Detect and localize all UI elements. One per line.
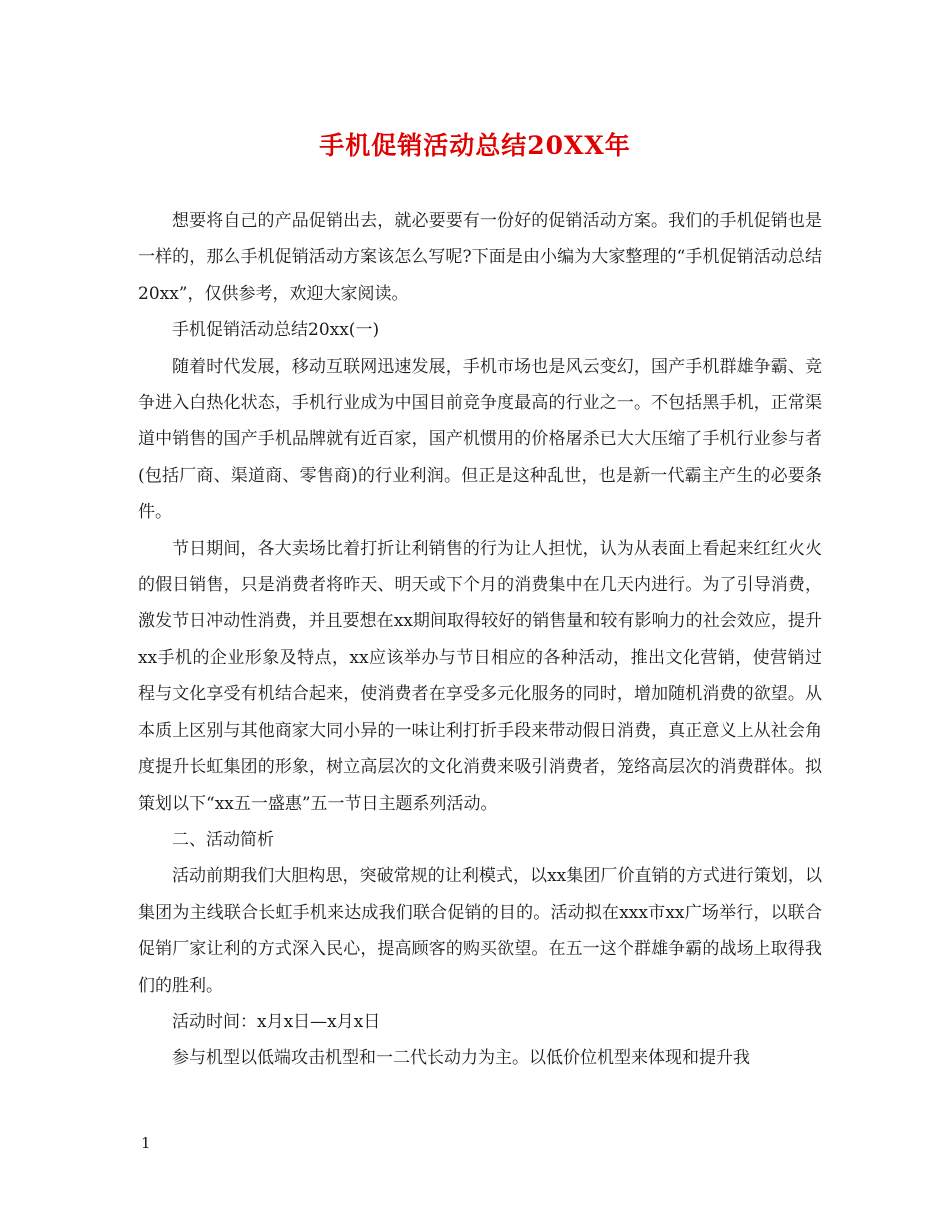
section-heading-activity-analysis: 二、活动简析: [172, 829, 274, 850]
activity-time-line: 活动时间：x月x日—x月x日: [172, 1011, 381, 1032]
holiday-paragraph: 节日期间，各大卖场比着打折让利销售的行为让人担忧，认为从表面上看起来红红火火的假日销售，只是消费者将昨天、明天或下个月的消费集中在几天内进行。为了引导消费，激发节日冲动性消费，并且要想在xx期间取得较好的销售量和较有影响力的社会效应，提升xx手机的企业形象及特点，xx应该举办与节日相应的各种活动，推出文化营销，使营销过程与文化享受有机结合起来，使消费者在享受多元化服务的同时，增加随机消费的欲望。从本质上区别与其他商家大同小异的一味让利打折手段来带动假日消费，真正意义上从社会角度提升长虹集团的形象，树立高层次的文化消费来吸引消费者，笼络高层次的消费群体。拟策划以下“xx五一盛惠”五一节日主题系列活动。: [138, 538, 822, 814]
background-paragraph: 随着时代发展，移动互联网迅速发展，手机市场也是风云变幻，国产手机群雄争霸、竞争进入白热化状态，手机行业成为中国目前竞争度最高的行业之一。不包括黑手机，正常渠道中销售的国产手机品牌就有近百家，国产机惯用的价格屠杀已大大压缩了手机行业参与者(包括厂商、渠道商、零售商)的行业利润。但正是这种乱世，也是新一代霸主产生的必要条件。: [138, 356, 822, 523]
models-paragraph: 参与机型以低端攻击机型和一二代长动力为主。以低价位机型来体现和提升我: [172, 1048, 750, 1069]
section-heading-summary-1: 手机促销活动总结20xx(一): [172, 320, 380, 341]
page-number: 1: [141, 1134, 151, 1152]
document-body: [138, 203, 822, 1077]
activity-analysis-paragraph: 活动前期我们大胆构思，突破常规的让利模式，以xx集团厂价直销的方式进行策划，以集团为主线联合长虹手机来达成我们联合促销的目的。活动拟在xxx市xx广场举行，以联合促销厂家让利的方式深入民心，提高顾客的购买欲望。在五一这个群雄争霸的战场上取得我们的胜利。: [138, 866, 822, 996]
document-title: 手机促销活动总结20XX年: [319, 131, 631, 160]
intro-paragraph: 想要将自己的产品促销出去，就必要要有一份好的促销活动方案。我们的手机促销也是一样的，那么手机促销活动方案该怎么写呢?下面是由小编为大家整理的“手机促销活动总结20xx”，仅供参考，欢迎大家阅读。: [138, 211, 822, 304]
